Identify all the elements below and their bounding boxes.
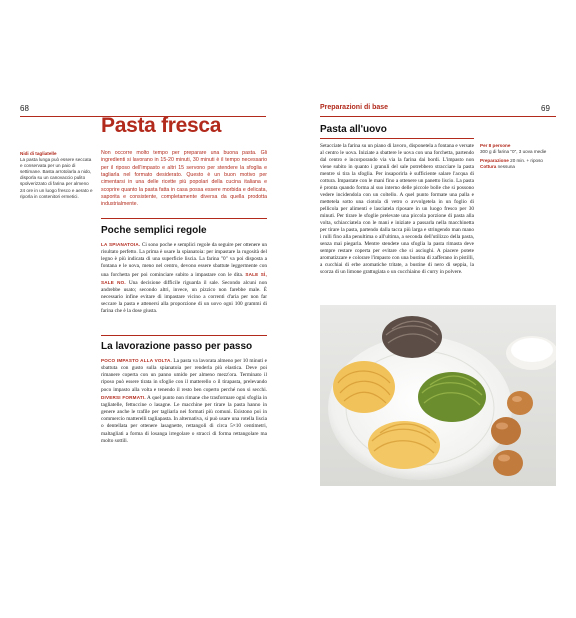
text-sale: Una decisione difficile riguarda il sale. Secondo alcuni non andrebbe usato; secondo altri, invece, un pizzico non farebbe male. È necessario infine evitare di impastare vicino a correnti d'aria per non far seccare la pasta e attenersi alla proporzione di un uovo ogni 100 grammi di farina che è la dose giusta. <box>101 279 267 315</box>
page-number-left: 68 <box>20 104 29 113</box>
section-header: Preparazioni di base <box>320 104 389 111</box>
prep-value: 20 min. + riposo <box>508 158 543 163</box>
section-rule-1 <box>101 218 267 219</box>
sidenote-text: La pasta lunga può essere seccata e conservata per un paio di settimane. Basta arrotolarla a nido, disporla su un canovaccio pulito spolverizzato di farina per almeno 24 ore in un luogo fresco e aerato e riporla in contenitori ermetici. <box>20 157 93 199</box>
section-heading-process: La lavorazione passo per passo <box>101 341 253 352</box>
header-rule-right <box>320 116 556 117</box>
recipe-rule <box>320 138 474 139</box>
intro-paragraph: Non occorre molto tempo per preparare una buona pasta. Gli ingredienti si lavorano in 15-20 minuti, 30 minuti è il tempo necessario per il riposo dell'impasto e altri 15 servono per stendere la sfoglia e tagliarla nel formato desiderato. Questo è un buon motivo per cimentarsi in una delle ricette più popolari della cucina italiana e scoprire quanto la pasta fatta in casa possa essere morbida e delicata, saporita e consistente, completamente diversa da quella prodotta industrialmente. <box>101 150 267 208</box>
section-rule-2 <box>101 335 267 336</box>
page-title: Pasta fresca <box>101 114 222 137</box>
ingredients-text: 300 g di farina "0", 3 uova medie <box>480 149 547 154</box>
recipe-title: Pasta all'uovo <box>320 124 387 135</box>
text-formati: A quel punto non rimane che trasformare ogni sfoglia in tagliatelle, fettuccine o lasagne. Le macchine per tirare la pasta hanno in genere anche le trafile per tagliarla nei formati più comuni. Esistono poi in commercio matterelli tagliapasta. In alternativa, si può usare una rotella liscia o dentellata per ottenere lasagnette, rettangoli di circa 5×10 centimetri, maltagliati a forma di losanga irregolare o stracci di forma rettangolare ma molto sottili. <box>101 394 267 444</box>
cook-line <box>480 164 560 170</box>
text-spianatoia: Ci sono poche e semplici regole da seguire per ottenere un risultato perfetto. La prima è usare la spianatoia: per impastare la rugosità del legno è più indicata di una superficie liscia. La farina "0" va poi disposta a fontana e le uova, meno nel centro, devono essere sbattute leggermente con una forchetta per poi cominciare subito a impastare con le dita. <box>101 242 268 278</box>
text-impasto: La pasta va lavorata almeno per 10 minuti e sbattuta con gusto sulla spianatoia per renderla più elastica. Deve poi rimanere coperta con un panno umido per almeno mezz'ora. Terminato il riposo può essere tirata in sfoglie con il matterello o il tirapasta, prelevando poco impasto alla volta e tenendo il resto ben coperto perché non si secchi. <box>101 358 268 393</box>
lead-spianatoia: LA SPIANATOIA. <box>101 242 141 247</box>
servings-label: Per 8 persone <box>480 143 511 148</box>
cook-label: Cottura <box>480 164 497 169</box>
section-body-rules <box>101 241 267 316</box>
sidenote <box>20 151 94 200</box>
section-heading-rules: Poche semplici regole <box>101 225 207 236</box>
sidenote-title: Nidi di tagliatelle <box>20 151 57 156</box>
prep-label: Preparazione <box>480 158 509 163</box>
pasta-photo <box>320 305 556 486</box>
cook-value: nessuna <box>496 164 515 169</box>
lead-sale: SALE SÌ, SALE NO. <box>101 271 267 285</box>
section-body-process <box>101 357 267 445</box>
lead-impasto: POCO IMPASTO ALLA VOLTA. <box>101 358 172 363</box>
recipe-info <box>480 143 560 170</box>
lead-formati: DIVERSI FORMATI. <box>101 394 146 400</box>
pasta-photo-illustration <box>320 305 556 486</box>
recipe-body: Setacciate la farina su un piano di lavoro, disponetela a fontana e versate al centro le uova. Iniziate a sbattere le uova con una forchetta, partendo dal centro e incorporando via via la farina dai bordi. L'impasto non viene subito in quanto i granuli del sale potrebbero stracciare la pasta mentre si tira la sfoglia. Per insaporirla è sufficiente salare l'acqua di cottura. Impastate con le mani fino a ottenere un panetto liscio. La pasta è pronta quando forma al suo interno delle piccole bolle che si possono vedere incidendola con un coltello. A quel punto formate una palla e mettetela sotto una ciotola di vetro o avvolgetela in un foglio di pellicola per alimenti e lasciatela riposare in un luogo fresco per 30 minuti. Per tirare le sfoglie prelevate una piccola porzione di pasta alla volta, schiacciatela con le mani e iniziate a passarla nella macchinetta per tirare la pasta, partendo dalla tacca più larga e stringendo man mano i rulli fino alla penultima o all'ultima, a seconda dell'utilizzo della pasta, senza mai piegarla. Mentre stendete una sfoglia la pasta rimasta deve sempre restare coperta per evitare che si asciughi. A piacere potete aromatizzare e colorare l'impasto con una bustina di zafferano in pistilli, a cucchiai di erbe aromatiche tritate, a bustine di nero di seppia, la scorza di un limone grattugiata o un cucchiaino di curry in polvere. <box>320 143 474 275</box>
page-number-right: 69 <box>541 104 550 113</box>
